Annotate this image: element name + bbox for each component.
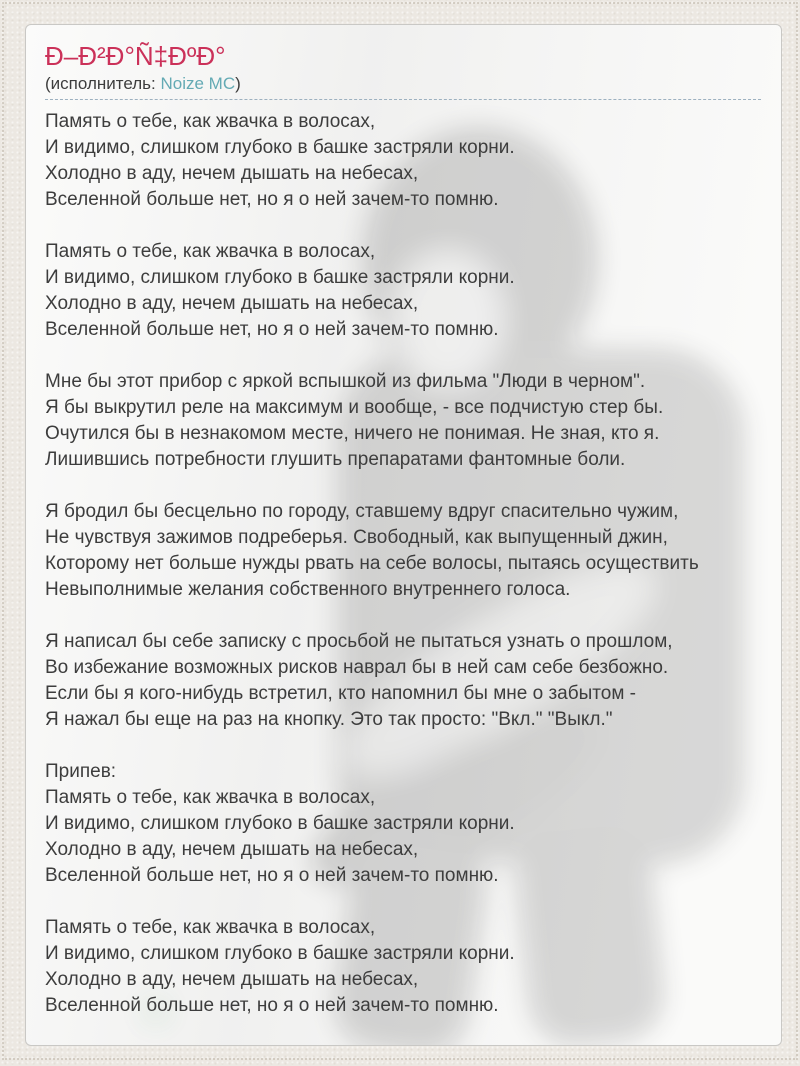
stanza-5 <box>45 629 761 733</box>
lyric-line: И видимо, слишком глубоко в башке застряли корни. <box>45 137 515 158</box>
stanza-6-chorus <box>45 759 761 889</box>
song-title: Ð–Ð²Ð°Ñ‡ÐºÐ° <box>45 41 226 71</box>
lyric-line: Не чувствуя зажимов подреберья. Свободный, как выпущенный джин, <box>45 527 668 548</box>
lyric-line: Память о тебе, как жвачка в волосах, <box>45 787 376 808</box>
lyric-line: Я нажал бы еще на раз на кнопку. Это так просто: "Вкл." "Выкл." <box>45 709 613 730</box>
lyric-line: Вселенной больше нет, но я о ней зачем-то помню. <box>45 319 499 340</box>
stanza-3 <box>45 369 761 473</box>
lyrics-text <box>45 109 761 1019</box>
lyric-line: Холодно в аду, нечем дышать на небесах, <box>45 293 419 314</box>
lyric-line: Я написал бы себе записку с просьбой не пытаться узнать о прошлом, <box>45 631 673 652</box>
lyric-line: Холодно в аду, нечем дышать на небесах, <box>45 969 419 990</box>
lyric-line: Я бы выкрутил реле на максимум и вообще, - все подчистую стер бы. <box>45 397 664 418</box>
lyric-line: Память о тебе, как жвачка в волосах, <box>45 111 376 132</box>
artist-line <box>45 73 761 100</box>
lyric-line: Я бродил бы бесцельно по городу, ставшему вдруг спасительно чужим, <box>45 501 679 522</box>
lyric-line: И видимо, слишком глубоко в башке застряли корни. <box>45 813 515 834</box>
chorus-label: Припев: <box>45 761 117 782</box>
lyric-line: Если бы я кого-нибудь встретил, кто напомнил бы мне о забытом - <box>45 683 636 704</box>
stanza-4 <box>45 499 761 603</box>
lyrics-card <box>25 24 782 1046</box>
stanza-2 <box>45 239 761 343</box>
lyric-line: Невыполнимые желания собственного внутреннего голоса. <box>45 579 571 600</box>
artist-label: (исполнитель: <box>45 74 161 93</box>
stanza-7 <box>45 915 761 1019</box>
lyric-line: Вселенной больше нет, но я о ней зачем-то помню. <box>45 189 499 210</box>
lyric-line: И видимо, слишком глубоко в башке застряли корни. <box>45 943 515 964</box>
card-content <box>26 25 781 1019</box>
lyric-line: Во избежание возможных рисков наврал бы в ней сам себе безбожно. <box>45 657 669 678</box>
lyric-line: И видимо, слишком глубоко в башке застряли корни. <box>45 267 515 288</box>
lyric-line: Холодно в аду, нечем дышать на небесах, <box>45 163 419 184</box>
lyric-line: Мне бы этот прибор с яркой вспышкой из фильма "Люди в черном". <box>45 371 646 392</box>
lyric-line: Вселенной больше нет, но я о ней зачем-то помню. <box>45 995 499 1016</box>
lyric-line: Лишившись потребности глушить препаратами фантомные боли. <box>45 449 626 470</box>
lyric-line: Вселенной больше нет, но я о ней зачем-то помню. <box>45 865 499 886</box>
lyric-line: Холодно в аду, нечем дышать на небесах, <box>45 839 419 860</box>
artist-suffix: ) <box>235 74 241 93</box>
lyric-line: Память о тебе, как жвачка в волосах, <box>45 917 376 938</box>
lyric-line: Которому нет больше нужды рвать на себе волосы, пытаясь осуществить <box>45 553 699 574</box>
lyric-line: Память о тебе, как жвачка в волосах, <box>45 241 376 262</box>
lyric-line: Очутился бы в незнакомом месте, ничего не понимая. Не зная, кто я. <box>45 423 660 444</box>
page-frame <box>2 2 798 1060</box>
stanza-1 <box>45 109 761 213</box>
artist-link[interactable]: Noize MC <box>160 74 236 93</box>
